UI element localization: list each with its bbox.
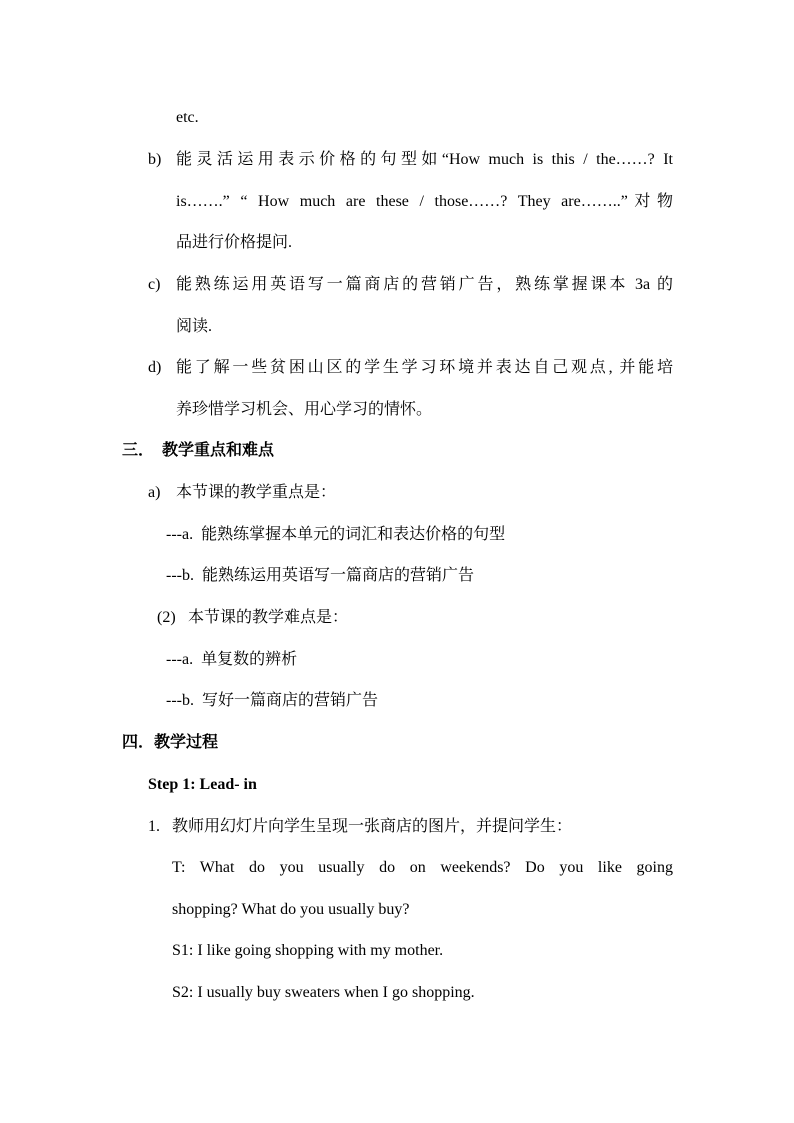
section3-a-item-2: ---b. 能熟练运用英语写一篇商店的营销广告 — [166, 567, 474, 584]
section3-a-text: 本节课的教学重点是： — [176, 484, 337, 501]
section4-heading: 四．教学过程 — [122, 734, 219, 751]
objective-c-label: c) — [148, 276, 161, 293]
objective-d-label: d) — [148, 359, 162, 376]
item1-label: 1. — [148, 818, 160, 835]
dialogue-student1: S1: I like going shopping with my mother. — [172, 942, 444, 959]
item1-text: 教师用幻灯片向学生呈现一张商店的图片，并提问学生： — [172, 818, 573, 835]
step1-heading: Step 1: Lead- in — [148, 776, 257, 793]
dialogue-teacher-line1: T: What do you usually do on weekends? Do you like going — [172, 859, 673, 876]
section3-a-item-1: ---a. 能熟练掌握本单元的词汇和表达价格的句型 — [166, 526, 506, 543]
objective-b-line2: is…….” “ How much are these / those……? They are……..”对物 — [176, 193, 673, 210]
section3-b-item-2: ---b. 写好一篇商店的营销广告 — [166, 692, 378, 709]
section3-heading: 三． 教学重点和难点 — [122, 442, 275, 459]
section3-a-label: a) — [148, 484, 161, 501]
objective-b-label: b) — [148, 151, 162, 168]
section3-b-item-1: ---a. 单复数的辨析 — [166, 651, 298, 668]
objective-c-line2: 阅读. — [176, 318, 213, 335]
objective-d-line1: 能了解一些贫困山区的学生学习环境并表达自己观点, 并能培 — [176, 359, 673, 376]
objective-b-line3: 品进行价格提问. — [176, 234, 293, 251]
section3-b-text: 本节课的教学难点是： — [188, 609, 349, 626]
objective-b-line1: 能灵活运用表示价格的句型如“How much is this / the……? It — [176, 151, 673, 168]
dialogue-teacher-line2: shopping? What do you usually buy? — [172, 901, 410, 918]
dialogue-student2: S2: I usually buy sweaters when I go shopping. — [172, 984, 475, 1001]
objective-d-line2: 养珍惜学习机会、用心学习的情怀。 — [176, 401, 433, 418]
objective-c-line1: 能熟练运用英语写一篇商店的营销广告，熟练掌握课本 3a 的 — [176, 276, 673, 293]
objective-a-tail: etc. — [176, 109, 199, 126]
section3-b-label: (2) — [157, 609, 176, 626]
